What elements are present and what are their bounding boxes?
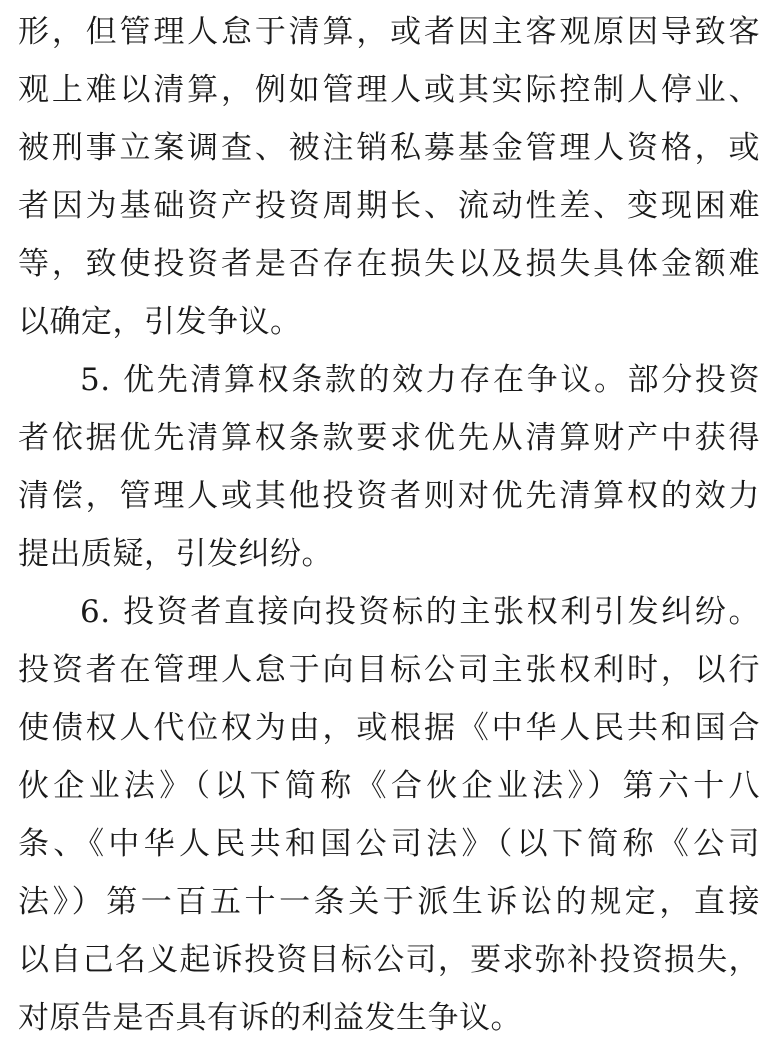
text-line: 清偿，管理人或其他投资者则对优先清算权的效力 [18, 478, 760, 514]
text-line: 条、《中华人民共和国公司法》（以下简称《公司 [18, 826, 760, 862]
text-line: 提出质疑，引发纠纷。 [18, 536, 333, 572]
paragraph-heading-5: 5. 优先清算权条款的效力存在争议。部分投资 [80, 362, 760, 398]
text-line: 被刑事立案调查、被注销私募基金管理人资格，或 [18, 130, 760, 166]
text-line: 投资者在管理人怠于向目标公司主张权利时，以行 [18, 652, 760, 688]
text-line: 法》）第一百五十一条关于派生诉讼的规定，直接 [18, 884, 760, 920]
text-line: 对原告是否具有诉的利益发生争议。 [18, 1000, 522, 1036]
text-line: 等，致使投资者是否存在损失以及损失具体金额难 [18, 246, 760, 282]
paragraph-heading-6: 6. 投资者直接向投资标的主张权利引发纠纷。 [80, 594, 760, 630]
text-line: 者因为基础资产投资周期长、流动性差、变现困难 [18, 188, 760, 224]
text-line: 以自己名义起诉投资目标公司，要求弥补投资损失， [18, 942, 760, 978]
text-line: 使债权人代位权为由，或根据《中华人民共和国合 [18, 710, 760, 746]
text-line: 以确定，引发争议。 [18, 304, 302, 340]
text-line: 形，但管理人怠于清算，或者因主客观原因导致客 [18, 14, 760, 50]
text-line: 者依据优先清算权条款要求优先从清算财产中获得 [18, 420, 760, 456]
text-line: 伙企业法》（以下简称《合伙企业法》）第六十八 [18, 768, 760, 804]
text-line: 观上难以清算，例如管理人或其实际控制人停业、 [18, 72, 760, 108]
